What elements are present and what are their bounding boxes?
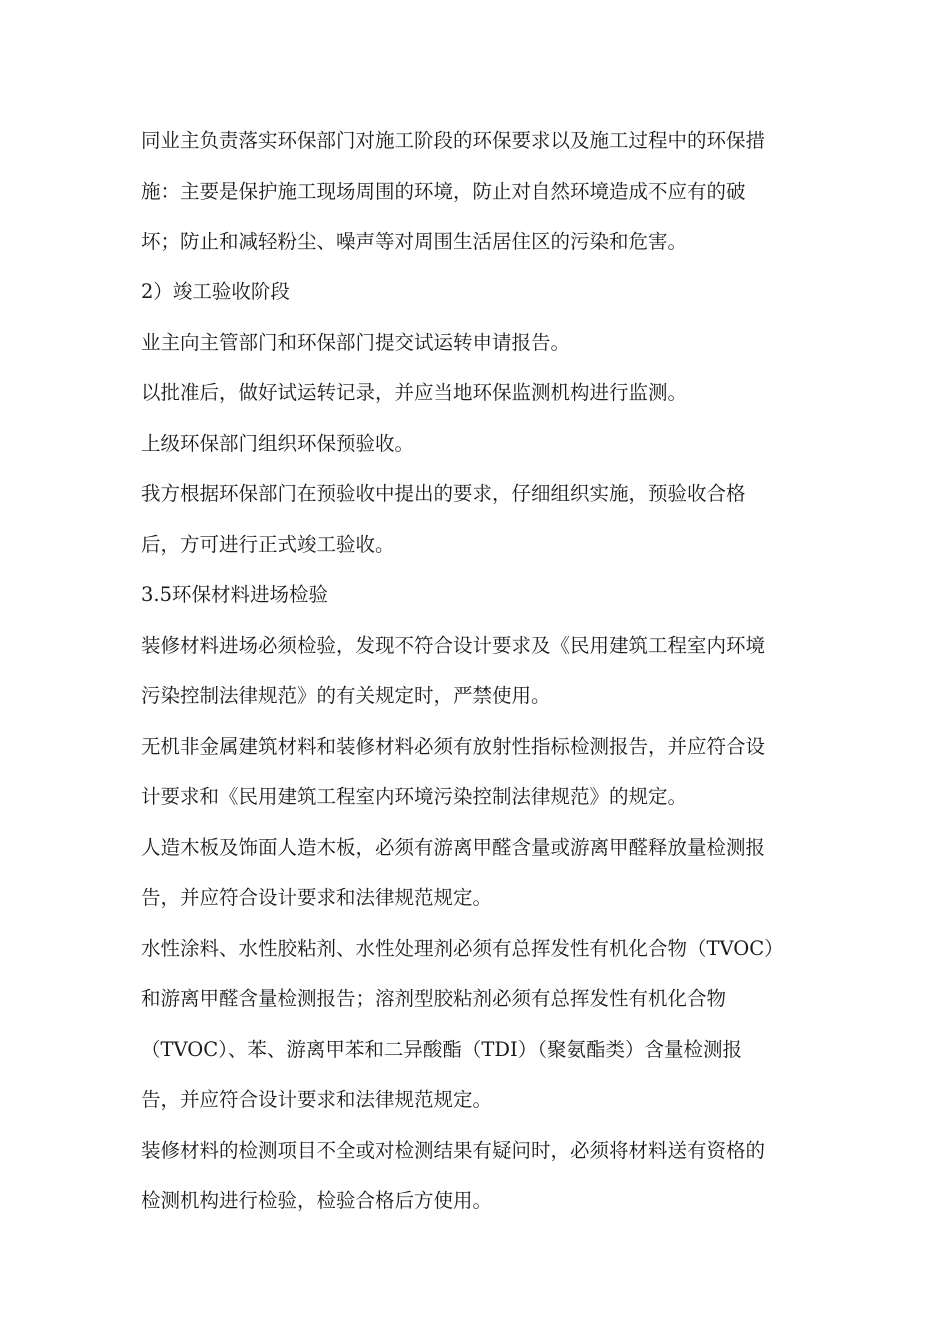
paragraph-line: 污染控制法律规范》的有关规定时，严禁使用。 xyxy=(141,684,551,707)
paragraph-line: 告，并应符合设计要求和法律规范规定。 xyxy=(141,886,493,909)
paragraph-line: （TVOC）、苯、游离甲苯和二异酸酯（TDI）（聚氨酯类）含量检测报 xyxy=(141,1038,742,1061)
section-heading: 3.5环保材料进场检验 xyxy=(141,583,329,606)
paragraph-line: 人造木板及饰面人造木板，必须有游离甲醛含量或游离甲醛释放量检测报 xyxy=(141,836,766,859)
paragraph-line: 和游离甲醛含量检测报告；溶剂型胶粘剂必须有总挥发性有机化合物 xyxy=(141,987,727,1010)
paragraph-line: 装修材料进场必须检验，发现不符合设计要求及《民用建筑工程室内环境 xyxy=(141,634,766,657)
paragraph-line: 水性涂料、水性胶粘剂、水性处理剂必须有总挥发性有机化合物（TVOC） xyxy=(141,937,784,960)
paragraph-line: 同业主负责落实环保部门对施工阶段的环保要求以及施工过程中的环保措 xyxy=(141,129,766,152)
paragraph-line: 以批准后，做好试运转记录，并应当地环保监测机构进行监测。 xyxy=(141,381,688,404)
paragraph-line: 业主向主管部门和环保部门提交试运转申请报告。 xyxy=(141,331,571,354)
paragraph-line: 告，并应符合设计要求和法律规范规定。 xyxy=(141,1088,493,1111)
section-heading: 2）竣工验收阶段 xyxy=(141,280,290,303)
paragraph-line: 我方根据环保部门在预验收中提出的要求，仔细组织实施，预验收合格 xyxy=(141,482,746,505)
paragraph-line: 施：主要是保护施工现场周围的环境，防止对自然环境造成不应有的破 xyxy=(141,180,746,203)
paragraph-line: 无机非金属建筑材料和装修材料必须有放射性指标检测报告，并应符合设 xyxy=(141,735,766,758)
paragraph-line: 后，方可进行正式竣工验收。 xyxy=(141,533,395,556)
paragraph-line: 装修材料的检测项目不全或对检测结果有疑问时，必须将材料送有资格的 xyxy=(141,1139,766,1162)
paragraph-line: 检测机构进行检验，检验合格后方使用。 xyxy=(141,1189,493,1212)
paragraph-line: 计要求和《民用建筑工程室内环境污染控制法律规范》的规定。 xyxy=(141,785,688,808)
paragraph-line: 上级环保部门组织环保预验收。 xyxy=(141,432,415,455)
paragraph-line: 坏；防止和减轻粉尘、噪声等对周围生活居住区的污染和危害。 xyxy=(141,230,688,253)
